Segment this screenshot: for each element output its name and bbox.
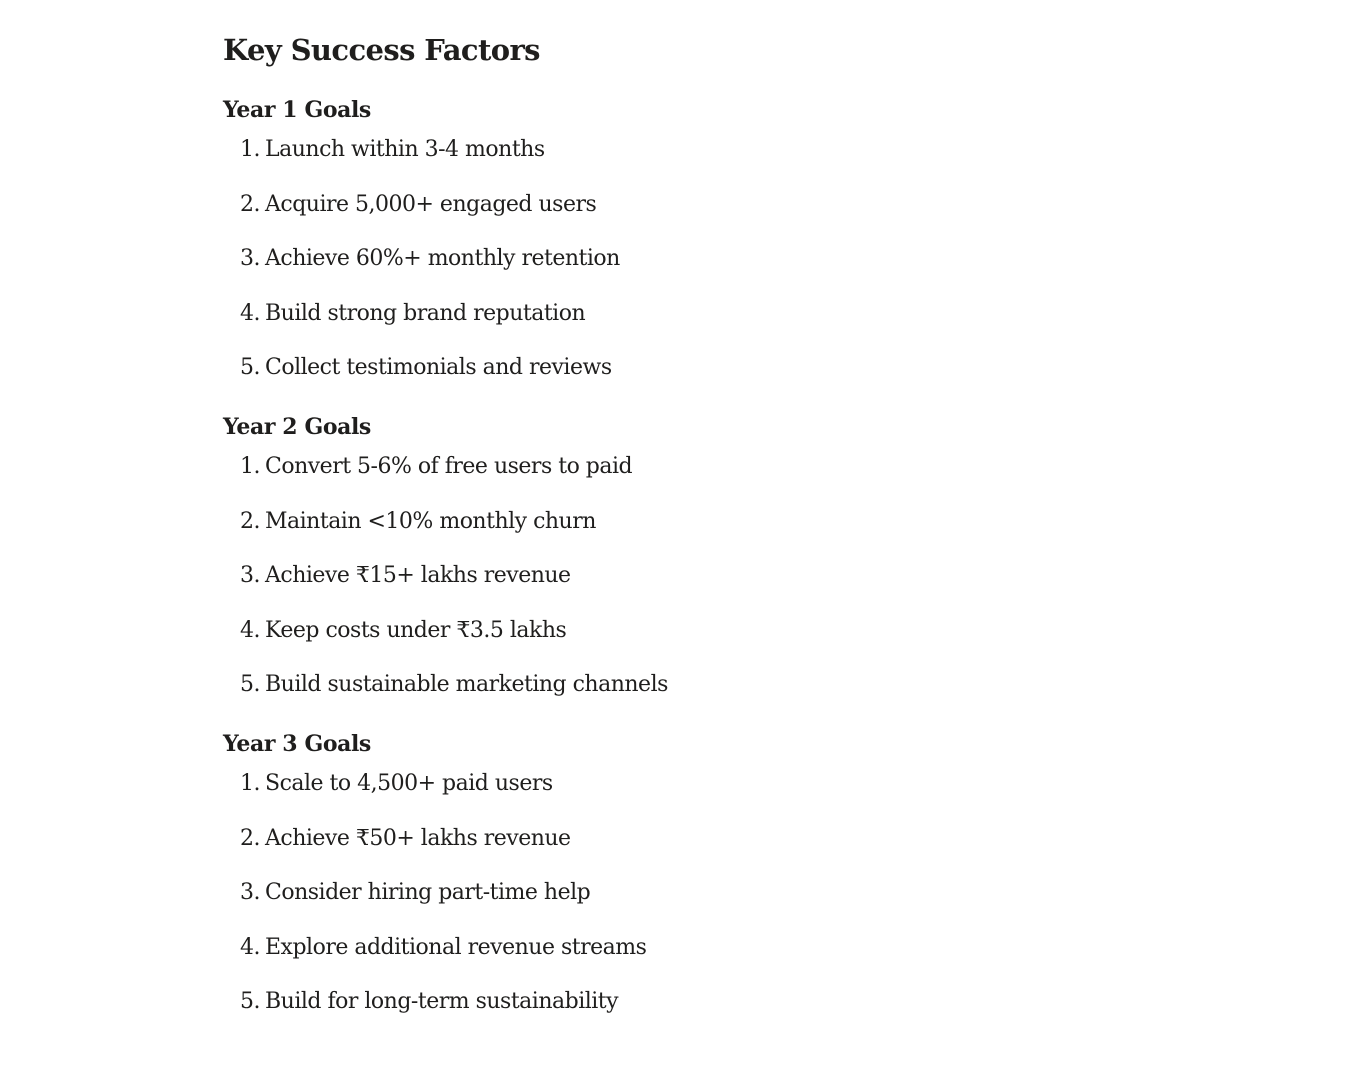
- list-number: 2.: [240, 825, 260, 851]
- list-item: [240, 878, 1123, 908]
- list-number: 1.: [240, 771, 260, 796]
- list-item: [240, 353, 1123, 383]
- list-item: [240, 987, 1123, 1017]
- list-item: [240, 824, 1123, 854]
- section-year-2: [223, 411, 1123, 700]
- list-item: [240, 135, 1123, 165]
- list-number: 4.: [240, 934, 260, 960]
- list-item-text: Convert 5-6% of free users to paid: [265, 454, 633, 479]
- section-year-1: [223, 94, 1123, 383]
- list-item: [240, 190, 1123, 220]
- list-number: 2.: [240, 508, 260, 534]
- list-item: [240, 561, 1123, 591]
- list-item-text: Build sustainable marketing channels: [265, 672, 668, 697]
- list-number: 2.: [240, 191, 260, 217]
- list-item-text: Achieve ₹50+ lakhs revenue: [265, 825, 571, 851]
- section-year-3: [223, 728, 1123, 1017]
- list-number: 3.: [240, 880, 260, 905]
- document: [223, 28, 1123, 1017]
- list-item-text: Explore additional revenue streams: [265, 934, 647, 960]
- section-heading: Year 3 Goals: [223, 731, 371, 757]
- list-item-text: Build for long-term sustainability: [265, 989, 619, 1014]
- list-number: 4.: [240, 300, 260, 326]
- goal-list: [223, 452, 1123, 700]
- list-item-text: Build strong brand reputation: [265, 300, 586, 326]
- list-number: 1.: [240, 137, 260, 162]
- section-heading: Year 2 Goals: [223, 414, 371, 440]
- list-number: 5.: [240, 672, 260, 697]
- list-item-text: Consider hiring part-time help: [265, 880, 591, 905]
- section-heading: Year 1 Goals: [223, 97, 371, 123]
- list-item-text: Acquire 5,000+ engaged users: [265, 191, 597, 217]
- list-item: [240, 616, 1123, 646]
- list-item: [240, 244, 1123, 274]
- goal-list: [223, 769, 1123, 1017]
- list-item-text: Scale to 4,500+ paid users: [265, 771, 553, 796]
- list-item: [240, 452, 1123, 482]
- list-number: 4.: [240, 617, 260, 643]
- list-item-text: Keep costs under ₹3.5 lakhs: [265, 617, 567, 643]
- list-number: 5.: [240, 355, 260, 380]
- list-item-text: Achieve 60%+ monthly retention: [265, 246, 620, 271]
- list-number: 3.: [240, 246, 260, 271]
- list-item-text: Launch within 3-4 months: [265, 137, 545, 162]
- list-item: [240, 507, 1123, 537]
- page-title: Key Success Factors: [223, 33, 540, 67]
- list-item-text: Collect testimonials and reviews: [265, 355, 612, 380]
- list-item: [240, 299, 1123, 329]
- list-item-text: Achieve ₹15+ lakhs revenue: [265, 563, 571, 588]
- list-item-text: Maintain <10% monthly churn: [265, 508, 596, 534]
- list-number: 5.: [240, 989, 260, 1014]
- list-item: [240, 933, 1123, 963]
- list-number: 1.: [240, 454, 260, 479]
- list-item: [240, 670, 1123, 700]
- list-item: [240, 769, 1123, 799]
- list-number: 3.: [240, 563, 260, 588]
- goal-list: [223, 135, 1123, 383]
